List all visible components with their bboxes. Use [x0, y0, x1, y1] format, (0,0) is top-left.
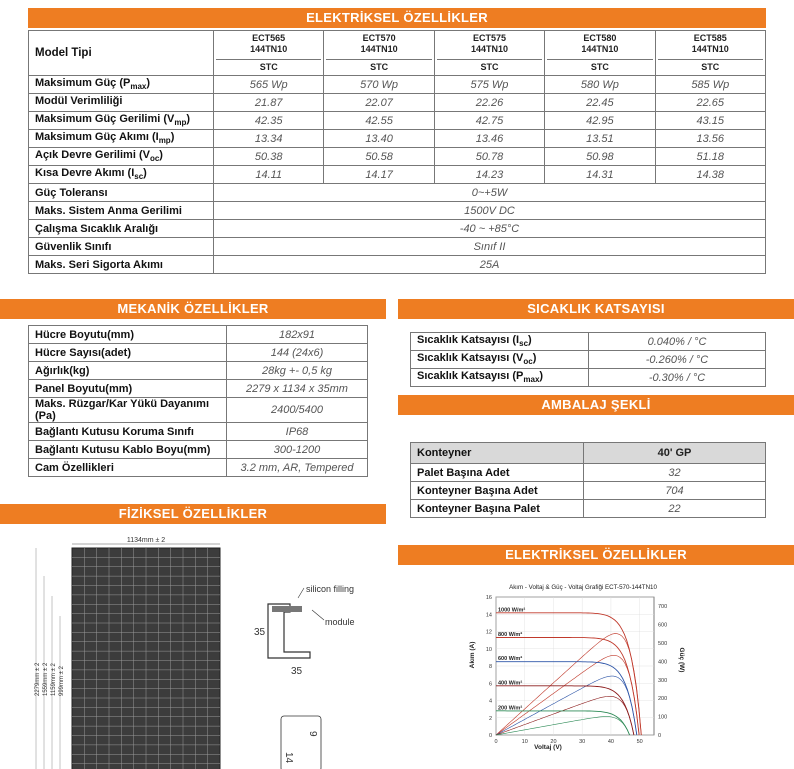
packaging-row	[411, 482, 766, 500]
row-label: Bağlantı Kutusu Koruma Sınıfı	[29, 423, 227, 441]
value-cell: 22	[584, 500, 766, 518]
label-text: Sıcaklık Katsayısı (V	[417, 352, 524, 365]
row-label: Maks. Sistem Anma Gerilimi	[29, 202, 214, 220]
value-cell: 43.15	[655, 112, 765, 130]
chart-y2label: Güç (W)	[678, 647, 685, 673]
value-cell: 22.65	[655, 94, 765, 112]
pv-curve	[496, 717, 630, 735]
mechanical-row	[29, 344, 368, 362]
value-cell: 42.35	[214, 112, 324, 130]
value-cell: 50.98	[545, 148, 655, 166]
value-cell: 0~+5W	[214, 184, 766, 202]
electrical-span-row	[29, 220, 766, 238]
value-cell: 2279 x 1134 x 35mm	[227, 380, 368, 398]
mechanical-section-header: MEKANİK ÖZELLİKLER	[0, 299, 386, 319]
row-label: Ağırlık(kg)	[29, 362, 227, 380]
value-cell: 2400/5400	[227, 398, 368, 423]
value-cell: Sınıf II	[214, 238, 766, 256]
value-cell: 585 Wp	[655, 76, 765, 94]
label-tail: )	[539, 370, 544, 383]
row-label	[29, 76, 214, 94]
temperature-row	[411, 351, 766, 369]
row-label: Güç Toleransı	[29, 184, 214, 202]
x-tick-label: 40	[607, 739, 614, 745]
row-label: Maks. Rüzgar/Kar Yükü Dayanımı (Pa)	[29, 398, 227, 423]
value-cell: 13.46	[434, 130, 544, 148]
value-cell: 50.58	[324, 148, 434, 166]
dim-label: 1159mm ± 2	[51, 663, 57, 696]
container-value: 40' GP	[584, 443, 766, 464]
row-label: Cam Özellikleri	[29, 459, 227, 477]
label-sub: sc	[519, 339, 529, 349]
value-cell: -0.260% / °C	[589, 351, 766, 369]
value-cell: 28kg +- 0,5 kg	[227, 362, 368, 380]
x-tick-label: 10	[521, 739, 528, 745]
frame-width-label: 35	[291, 666, 303, 677]
value-cell: 42.95	[545, 112, 655, 130]
value-cell: 182x91	[227, 326, 368, 344]
temperature-section-header: SICAKLIK KATSAYISI	[398, 299, 794, 319]
temperature-row	[411, 369, 766, 387]
electrical-row	[29, 112, 766, 130]
row-label: Bağlantı Kutusu Kablo Boyu(mm)	[29, 441, 227, 459]
label-tail: )	[528, 334, 532, 347]
dim-label: 999mm ± 2	[59, 666, 65, 696]
panel-drawing	[28, 536, 378, 769]
panel-width-label: 1134mm ± 2	[126, 537, 166, 544]
row-label: Konteyner Başına Palet	[411, 500, 584, 518]
row-label	[29, 148, 214, 166]
row-label	[29, 94, 214, 112]
value-cell: 565 Wp	[214, 76, 324, 94]
dim-label: 1559mm ± 2	[43, 662, 49, 696]
chart-xlabel: Voltaj (V)	[534, 744, 562, 751]
temperature-row	[411, 333, 766, 351]
mechanical-row	[29, 326, 368, 344]
series-label: 600 W/m²	[498, 656, 523, 663]
y-tick-label: 14	[485, 612, 492, 619]
row-label	[411, 351, 589, 369]
label-text: Modül Verimliliği	[35, 95, 123, 108]
y-tick-label: 12	[485, 629, 492, 636]
model-col: ECT575 144TN10 STC	[434, 31, 544, 76]
label-text: Kısa Devre Akımı (I	[35, 167, 135, 180]
value-cell: IP68	[227, 423, 368, 441]
series-label: 200 W/m²	[498, 705, 523, 712]
value-cell: -0.30% / °C	[589, 369, 766, 387]
mechanical-row	[29, 380, 368, 398]
iv-chart	[468, 575, 698, 755]
y2-tick-label: 600	[658, 622, 668, 629]
label-tail: )	[170, 131, 175, 144]
x-tick-label: 20	[550, 739, 557, 745]
y2-tick-label: 400	[658, 659, 668, 666]
value-cell: 22.26	[434, 94, 544, 112]
mechanical-table	[28, 325, 368, 477]
value-cell: 14.17	[324, 166, 434, 184]
series-label: 1000 W/m²	[498, 607, 526, 614]
value-cell: 144 (24x6)	[227, 344, 368, 362]
value-cell: 0.040% / °C	[589, 333, 766, 351]
value-cell: 14.38	[655, 166, 765, 184]
module-label: module	[325, 617, 355, 627]
y2-tick-label: 500	[658, 641, 668, 647]
electrical-span-row	[29, 256, 766, 274]
value-cell: 13.51	[545, 130, 655, 148]
label-sub: sc	[134, 172, 144, 182]
value-cell: 25A	[214, 256, 766, 274]
label-sub: oc	[523, 357, 533, 367]
mechanical-row	[29, 441, 368, 459]
row-label: Panel Boyutu(mm)	[29, 380, 227, 398]
electrical-span-row	[29, 202, 766, 220]
model-col: ECT570 144TN10 STC	[324, 31, 434, 76]
value-cell: 50.38	[214, 148, 324, 166]
row-label: Hücre Boyutu(mm)	[29, 326, 227, 344]
label-text: Sıcaklık Katsayısı (P	[417, 370, 524, 383]
y-tick-label: 0	[488, 733, 492, 739]
value-cell: 1500V DC	[214, 202, 766, 220]
value-cell: 21.87	[214, 94, 324, 112]
y-tick-label: 6	[488, 681, 492, 688]
packaging-table	[410, 442, 766, 518]
x-tick-label: 50	[636, 739, 643, 745]
row-label: Maks. Seri Sigorta Akımı	[29, 256, 214, 274]
label-text: Açık Devre Gerilimi (V	[35, 149, 150, 162]
value-cell: 3.2 mm, AR, Tempered	[227, 459, 368, 477]
pv-curve	[496, 696, 634, 735]
label-text: Sıcaklık Katsayısı (I	[417, 334, 520, 347]
electrical-row	[29, 130, 766, 148]
series-label: 800 W/m²	[498, 632, 523, 639]
iv-curve	[496, 662, 637, 735]
label-tail: )	[143, 167, 147, 180]
frame-height-label: 35	[254, 627, 266, 638]
value-cell: 42.75	[434, 112, 544, 130]
electrical-row	[29, 76, 766, 94]
y-tick-label: 4	[488, 698, 492, 705]
label-tail: )	[159, 149, 163, 162]
row-label: Palet Başına Adet	[411, 464, 584, 482]
electrical-row	[29, 148, 766, 166]
value-cell: 51.18	[655, 148, 765, 166]
label-tail: )	[146, 77, 151, 90]
chart-ylabel: Akım (A)	[469, 641, 476, 669]
container-label: Konteyner	[411, 443, 584, 464]
packaging-row	[411, 500, 766, 518]
detail-label: 9	[307, 731, 318, 737]
value-cell: 300-1200	[227, 441, 368, 459]
packaging-row	[411, 464, 766, 482]
value-cell: 13.34	[214, 130, 324, 148]
value-cell: 575 Wp	[434, 76, 544, 94]
value-cell: 22.07	[324, 94, 434, 112]
packaging-section-header: AMBALAJ ŞEKLİ	[398, 395, 794, 415]
row-label: Güvenlik Sınıfı	[29, 238, 214, 256]
electrical-row	[29, 166, 766, 184]
y-tick-label: 2	[488, 715, 492, 722]
row-label: Hücre Sayısı(adet)	[29, 344, 227, 362]
x-tick-label: 30	[579, 739, 586, 745]
row-label: Konteyner Başına Adet	[411, 482, 584, 500]
mechanical-row	[29, 459, 368, 477]
value-cell: 570 Wp	[324, 76, 434, 94]
row-label	[29, 112, 214, 130]
model-type-label: Model Tipi	[29, 31, 214, 76]
y2-tick-label: 0	[658, 733, 662, 739]
y-tick-label: 16	[485, 595, 492, 601]
label-sub: max	[130, 82, 147, 92]
value-cell: 704	[584, 482, 766, 500]
y-tick-label: 8	[488, 664, 492, 670]
label-tail: )	[186, 113, 191, 126]
value-cell: 13.40	[324, 130, 434, 148]
y-tick-label: 10	[485, 646, 492, 653]
label-sub: mp	[174, 118, 187, 128]
mechanical-row	[29, 398, 368, 423]
row-label	[411, 333, 589, 351]
value-cell: 42.55	[324, 112, 434, 130]
y2-tick-label: 100	[658, 714, 668, 721]
row-label: Çalışma Sıcaklık Aralığı	[29, 220, 214, 238]
electrical-section-header: ELEKTRİKSEL ÖZELLİKLER	[28, 8, 766, 28]
value-cell: 50.78	[434, 148, 544, 166]
row-label	[411, 369, 589, 387]
value-cell: -40 ~ +85°C	[214, 220, 766, 238]
mechanical-row	[29, 362, 368, 380]
physical-section-header: FİZİKSEL ÖZELLİKLER	[0, 504, 386, 524]
detail-label: 14	[283, 752, 294, 764]
label-tail: )	[532, 352, 537, 365]
label-text: Maksimum Güç Gerilimi (V	[35, 113, 175, 126]
y2-tick-label: 700	[658, 604, 668, 611]
electrical-row	[29, 94, 766, 112]
value-cell: 14.31	[545, 166, 655, 184]
label-sub: mp	[158, 136, 171, 146]
y2-tick-label: 200	[658, 696, 668, 703]
chart-title: Akım - Voltaj & Güç - Voltaj Grafiği ECT-570-144TN10	[509, 584, 657, 591]
model-col: ECT585 144TN10 STC	[655, 31, 765, 76]
value-cell: 580 Wp	[545, 76, 655, 94]
label-sub: max	[523, 375, 540, 385]
electrical-table	[28, 30, 766, 274]
electrical2-section-header: ELEKTRİKSEL ÖZELLİKLER	[398, 545, 794, 565]
label-text: Maksimum Güç Akımı (I	[35, 131, 159, 144]
row-label	[29, 166, 214, 184]
series-label: 400 W/m²	[498, 680, 523, 687]
model-col: ECT580 144TN10 STC	[545, 31, 655, 76]
value-cell: 13.56	[655, 130, 765, 148]
y2-tick-label: 300	[658, 677, 668, 684]
dim-label: 2279mm ± 2	[35, 662, 41, 696]
electrical-span-row	[29, 238, 766, 256]
value-cell: 22.45	[545, 94, 655, 112]
x-tick-label: 0	[494, 739, 498, 745]
frame-profile	[268, 604, 310, 658]
label-sub: oc	[149, 154, 160, 164]
value-cell: 14.23	[434, 166, 544, 184]
model-col: ECT565 144TN10 STC	[214, 31, 324, 76]
value-cell: 14.11	[214, 166, 324, 184]
value-cell: 32	[584, 464, 766, 482]
mechanical-row	[29, 423, 368, 441]
silicon-filling-label: silicon filling	[306, 584, 355, 594]
label-text: Maksimum Güç (P	[35, 77, 131, 90]
row-label	[29, 130, 214, 148]
electrical-span-row	[29, 184, 766, 202]
temperature-table	[410, 332, 766, 387]
